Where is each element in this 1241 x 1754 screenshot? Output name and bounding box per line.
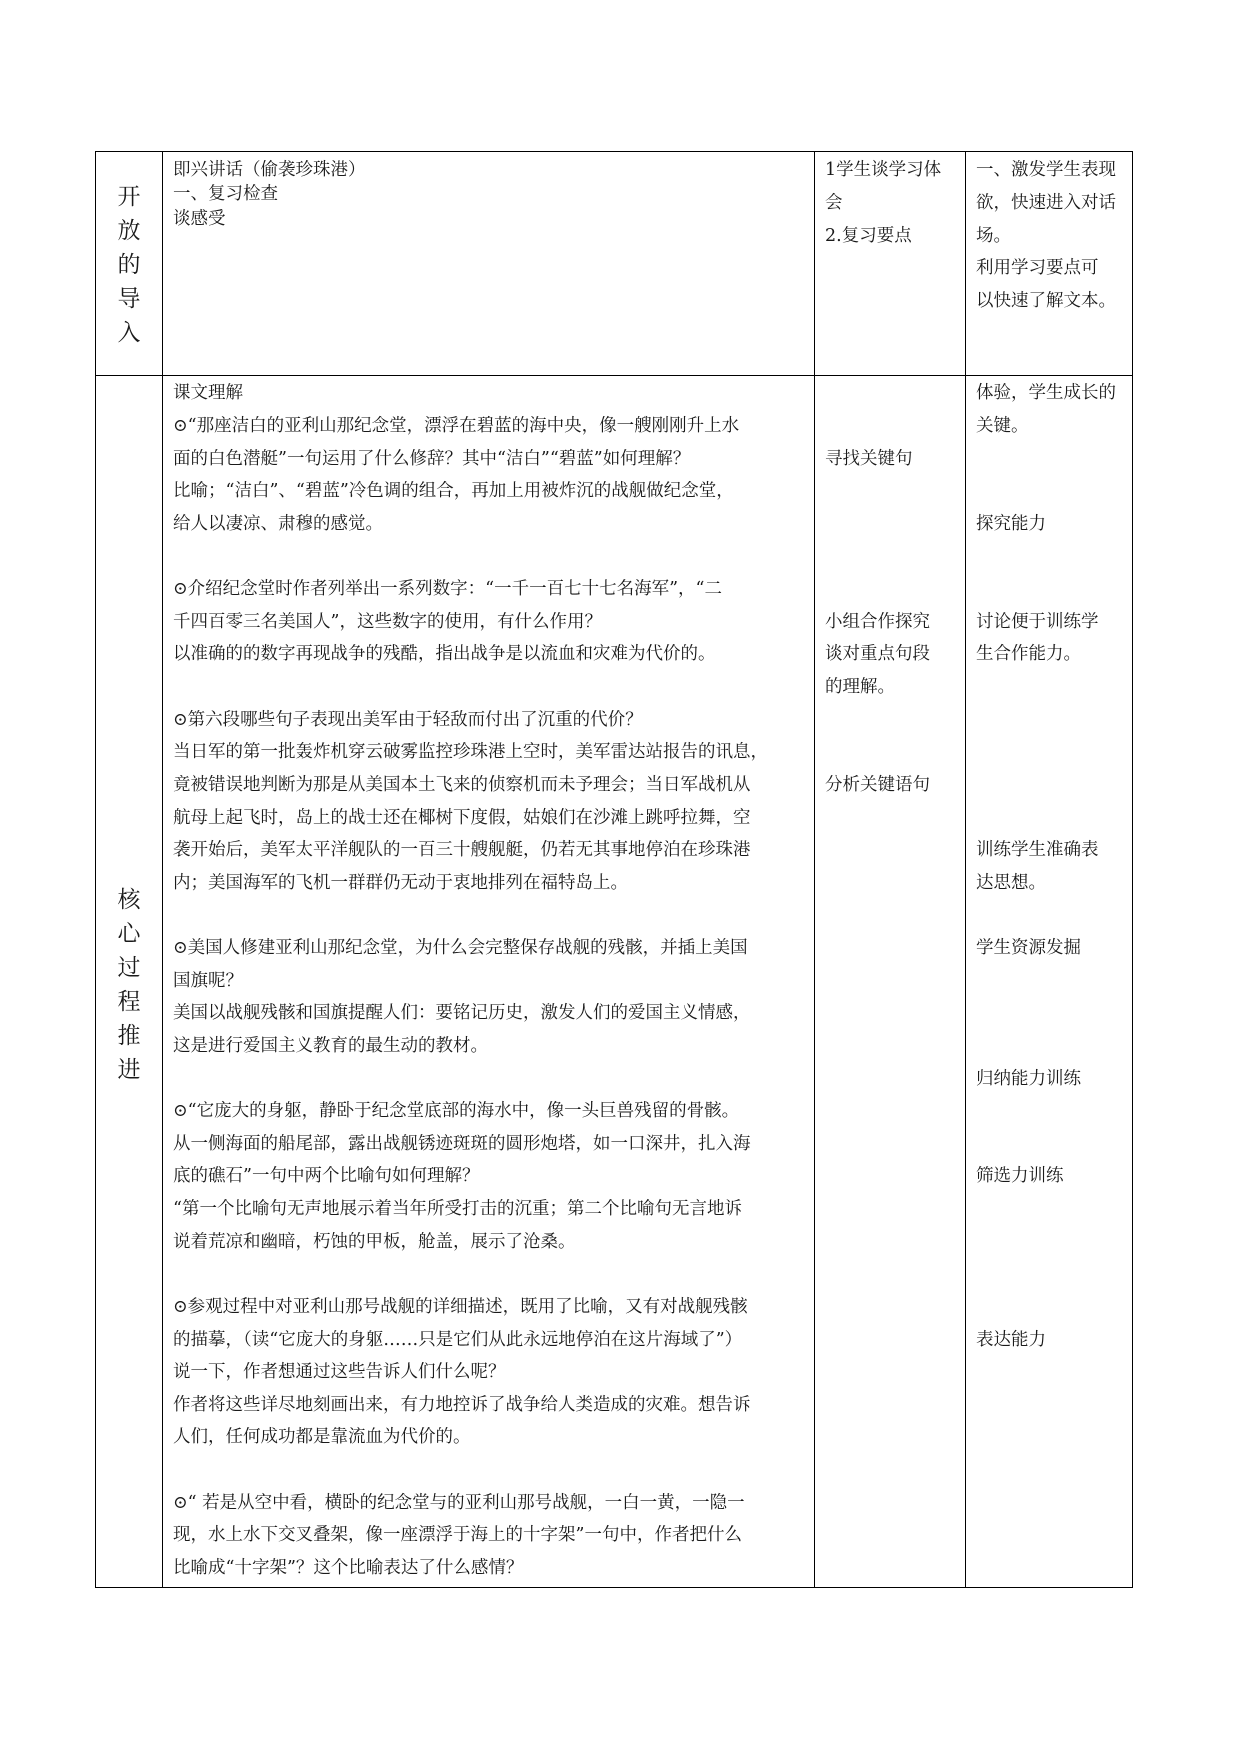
stage-char: 过 xyxy=(117,955,141,981)
content-line: 的描摹，（读“它庞大的身躯……只是它们从此永远地停泊在这片海域了”） xyxy=(173,1330,743,1350)
activity-line: 小组合作探究 xyxy=(825,612,930,632)
stage-char: 导 xyxy=(117,286,141,312)
content-line: 当日军的第一批轰炸机穿云破雾监控珍珠港上空时，美军雷达站报告的讯息， xyxy=(173,742,768,762)
content-line: 千四百零三名美国人”，这些数字的使用，有什么作用？ xyxy=(173,612,602,632)
intent-line: 达思想。 xyxy=(976,873,1046,893)
content-line: 底的礁石”一句中两个比喻句如何理解？ xyxy=(173,1166,480,1186)
intent-line: 利用学习要点可 xyxy=(976,258,1099,278)
content-line: 比喻成“十字架”？这个比喻表达了什么感情？ xyxy=(173,1558,524,1578)
stage-char: 心 xyxy=(117,921,141,947)
stage-char: 进 xyxy=(117,1057,141,1083)
content-line: 国旗呢？ xyxy=(173,971,243,991)
intent-line: 训练学生准确表 xyxy=(976,840,1099,860)
content-line: 给人以凄凉、肃穆的感觉。 xyxy=(173,514,383,534)
content-line: 内；美国海军的飞机一群群仍无动于衷地排列在福特岛上。 xyxy=(173,873,628,893)
row2-activity-cell xyxy=(825,376,964,1586)
stage-char: 程 xyxy=(117,989,141,1015)
intent-line: 以快速了解文本。 xyxy=(976,291,1116,311)
content-line: 面的白色潜艇”一句运用了什么修辞？其中“洁白”“碧蓝”如何理解？ xyxy=(173,449,691,469)
content-line: 从一侧海面的船尾部，露出战舰锈迹斑斑的圆形炮塔，如一口深井，扎入海 xyxy=(173,1134,751,1154)
stage-char: 推 xyxy=(117,1023,141,1049)
content-line: ⊙参观过程中对亚利山那号战舰的详细描述，既用了比喻，又有对战舰残骸 xyxy=(173,1297,748,1317)
intent-line: 场。 xyxy=(976,226,1011,246)
intent-line: 关键。 xyxy=(976,416,1029,436)
content-line: 谈感受 xyxy=(173,209,226,229)
intent-line: 生合作能力。 xyxy=(976,644,1081,664)
content-line: ⊙介绍纪念堂时作者列举出一系列数字：“一千一百七十七名海军”，“二 xyxy=(173,579,723,599)
activity-line: 的理解。 xyxy=(825,677,895,697)
activity-line: 会 xyxy=(825,193,843,213)
table-border-left xyxy=(95,151,96,1588)
content-line: 现，水上水下交叉叠架，像一座漂浮于海上的十字架”一句中，作者把什么 xyxy=(173,1525,742,1545)
stage-label-opening xyxy=(96,180,162,350)
intent-line: 表达能力 xyxy=(976,1330,1046,1350)
intent-line: 欲，快速进入对话 xyxy=(976,193,1116,213)
row1-activity-cell xyxy=(825,152,964,375)
table-col-divider-3 xyxy=(965,151,966,1588)
content-line: 人们，任何成功都是靠流血为代价的。 xyxy=(173,1427,471,1447)
content-line: 说着荒凉和幽暗，朽蚀的甲板，舱盖，展示了沧桑。 xyxy=(173,1232,576,1252)
intent-line: 学生资源发掘 xyxy=(976,938,1081,958)
content-line: ⊙第六段哪些句子表现出美军由于轻敌而付出了沉重的代价？ xyxy=(173,710,643,730)
intent-line: 讨论便于训练学 xyxy=(976,612,1099,632)
content-line: 课文理解 xyxy=(173,383,243,403)
content-line: 竟被错误地判断为那是从美国本土飞来的侦察机而未予理会；当日军战机从 xyxy=(173,775,751,795)
stage-char: 入 xyxy=(117,320,141,346)
content-line: ⊙美国人修建亚利山那纪念堂，为什么会完整保存战舰的残骸，并插上美国 xyxy=(173,938,748,958)
intent-line: 体验，学生成长的 xyxy=(976,383,1116,403)
activity-line: 分析关键语句 xyxy=(825,775,930,795)
stage-label-core-process xyxy=(96,880,162,1090)
content-line: 作者将这些详尽地刻画出来，有力地控诉了战争给人类造成的灾难。想告诉 xyxy=(173,1395,751,1415)
intent-line: 筛选力训练 xyxy=(976,1166,1064,1186)
row2-intent-cell xyxy=(976,376,1131,1586)
activity-line: 寻找关键句 xyxy=(825,449,913,469)
activity-line: 2.复习要点 xyxy=(825,226,912,246)
intent-line: 探究能力 xyxy=(976,514,1046,534)
content-line: 这是进行爱国主义教育的最生动的教材。 xyxy=(173,1036,488,1056)
content-line: ⊙“它庞大的身躯，静卧于纪念堂底部的海水中，像一头巨兽残留的骨骸。 xyxy=(173,1101,740,1121)
content-line: ⊙“那座洁白的亚利山那纪念堂，漂浮在碧蓝的海中央，像一艘刚刚升上水 xyxy=(173,416,740,436)
row2-content-cell xyxy=(173,376,813,1586)
content-line: 说一下，作者想通过这些告诉人们什么呢？ xyxy=(173,1362,506,1382)
activity-line: 1学生谈学习体 xyxy=(825,160,942,180)
intent-line: 归纳能力训练 xyxy=(976,1069,1081,1089)
content-line: 以准确的的数字再现战争的残酷，指出战争是以流血和灾难为代价的。 xyxy=(173,644,716,664)
content-line: ⊙“ 若是从空中看，横卧的纪念堂与的亚利山那号战舰，一白一黄，一隐一 xyxy=(173,1493,745,1513)
row1-intent-cell xyxy=(976,152,1131,375)
intent-line: 一、激发学生表现 xyxy=(976,160,1116,180)
row1-content-cell xyxy=(173,152,813,375)
stage-char: 放 xyxy=(117,218,141,244)
content-line: 一、复习检查 xyxy=(173,184,278,204)
table-col-divider-2 xyxy=(814,151,815,1588)
stage-char: 核 xyxy=(117,887,141,913)
content-line: 比喻；“洁白”、“碧蓝”冷色调的组合，再加上用被炸沉的战舰做纪念堂， xyxy=(173,481,734,501)
content-line: 美国以战舰残骸和国旗提醒人们：要铭记历史，激发人们的爱国主义情感， xyxy=(173,1003,751,1023)
activity-line: 谈对重点句段 xyxy=(825,644,930,664)
stage-char: 的 xyxy=(117,252,141,278)
table-border-right xyxy=(1132,151,1133,1588)
content-line: 航母上起飞时，岛上的战士还在椰树下度假，姑娘们在沙滩上跳呼拉舞，空 xyxy=(173,808,751,828)
content-line: “第一个比喻句无声地展示着当年所受打击的沉重；第二个比喻句无言地诉 xyxy=(173,1199,742,1219)
table-col-divider-1 xyxy=(162,151,163,1588)
content-line: 即兴讲话（偷袭珍珠港） xyxy=(173,160,366,180)
table-border-bottom xyxy=(95,1587,1133,1588)
stage-char: 开 xyxy=(117,184,141,210)
content-line: 袭开始后，美军太平洋舰队的一百三十艘舰艇，仍若无其事地停泊在珍珠港 xyxy=(173,840,751,860)
